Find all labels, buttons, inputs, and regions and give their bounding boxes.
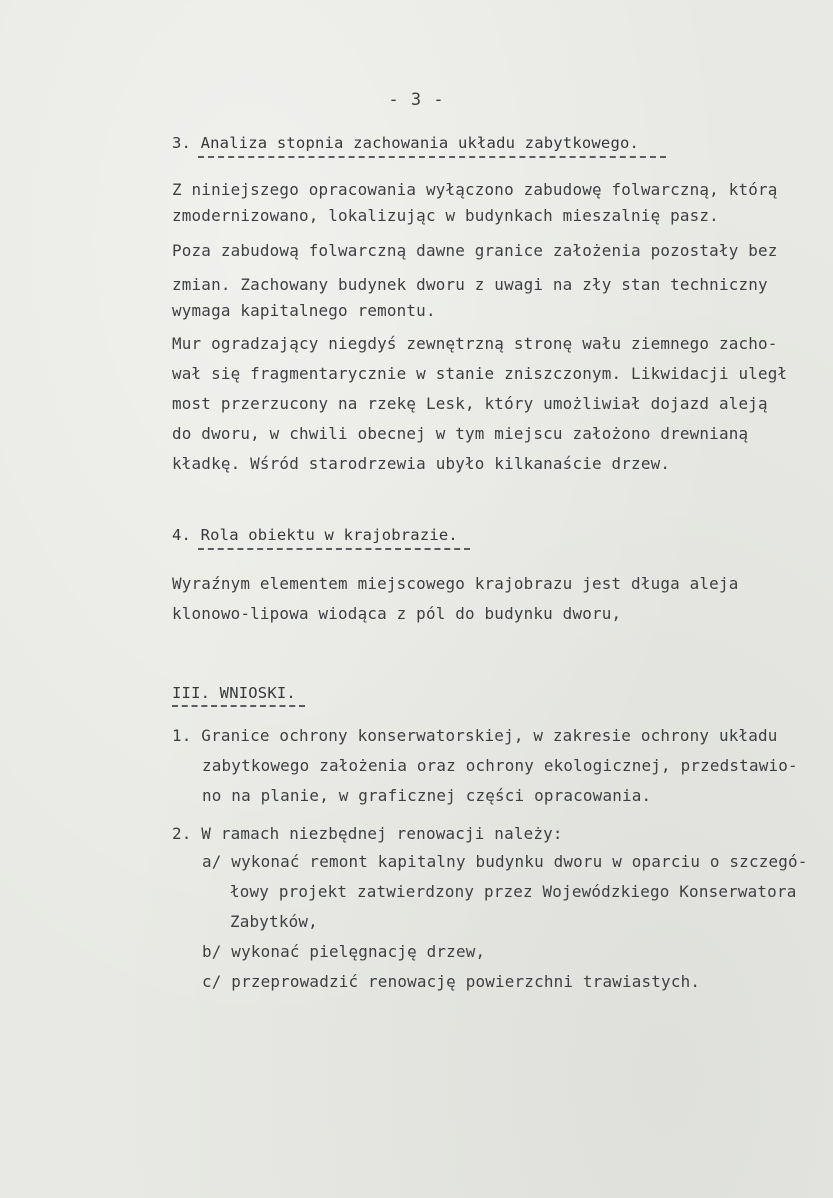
conclusion-2a-line: łowy projekt zatwierdzony przez Wojewódzkiego Konserwatora [230, 882, 797, 901]
section-3-line: wymaga kapitalnego remontu. [172, 301, 436, 320]
section-4-line: klonowo-lipowa wiodąca z pól do budynku dworu, [172, 604, 622, 623]
section-4-line: Wyraźnym elementem miejscowego krajobrazu jest długa aleja [172, 574, 739, 593]
section-3-line: kładkę. Wśród starodrzewia ubyło kilkanaście drzew. [172, 454, 671, 473]
section-3-line: zmodernizowano, lokalizując w budynkach mieszalnię pasz. [172, 206, 719, 225]
section-iii-heading: III. WNIOSKI. [172, 684, 296, 702]
conclusion-2a-line: Zabytków, [230, 912, 318, 931]
section-3-heading: 3. Analiza stopnia zachowania układu zabytkowego. [172, 134, 640, 152]
conclusion-1-line: 1. Granice ochrony konserwatorskiej, w zakresie ochrony układu [172, 726, 778, 745]
section-3-line: zmian. Zachowany budynek dworu z uwagi na zły stan techniczny [172, 275, 768, 294]
section-3-line: Poza zabudową folwarczną dawne granice założenia pozostały bez [172, 241, 778, 260]
section-iii-heading-underline [172, 705, 305, 707]
conclusion-1-line: no na planie, w graficznej części opracowania. [202, 786, 652, 805]
conclusion-1-line: zabytkowego założenia oraz ochrony ekologicznej, przedstawio- [202, 756, 798, 775]
conclusion-2c-line: c/ przeprowadzić renowację powierzchni trawiastych. [202, 972, 701, 991]
conclusion-2a-line: a/ wykonać remont kapitalny budynku dworu w oparciu o szczegó- [202, 852, 808, 871]
section-3-line: wał się fragmentarycznie w stanie zniszczonym. Likwidacji uległ [172, 364, 788, 383]
page-number: - 3 - [388, 90, 445, 110]
section-3-line: Mur ogradzający niegdyś zewnętrzną stronę wału ziemnego zacho- [172, 334, 778, 353]
section-4-heading-underline [198, 548, 470, 550]
section-3-heading-underline [198, 156, 666, 158]
conclusion-2-intro: 2. W ramach niezbędnej renowacji należy: [172, 824, 563, 843]
conclusion-2b-line: b/ wykonać pielęgnację drzew, [202, 942, 486, 961]
section-3-line: most przerzucony na rzekę Lesk, który umożliwiał dojazd aleją [172, 394, 768, 413]
section-3-line: do dworu, w chwili obecnej w tym miejscu założono drewnianą [172, 424, 749, 443]
section-4-heading: 4. Rola obiektu w krajobrazie. [172, 526, 458, 544]
section-3-line: Z niniejszego opracowania wyłączono zabudowę folwarczną, którą [172, 180, 778, 199]
